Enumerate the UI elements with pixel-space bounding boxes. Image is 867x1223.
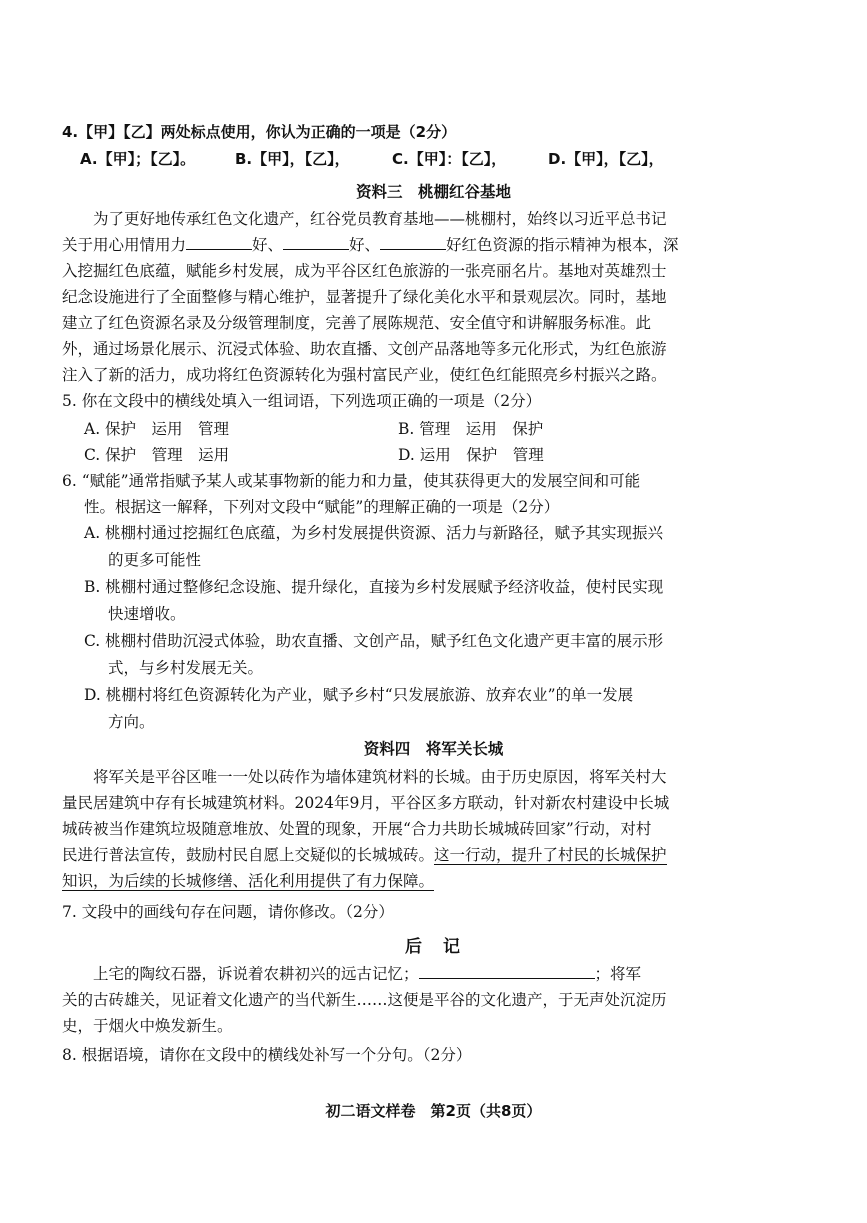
question-5-option-c: C. 保护 管理 运用 <box>84 446 230 464</box>
material-4-line-4 <box>62 842 712 868</box>
question-7-stem: 7. 文段中的画线句存在问题，请你修改。（2分） <box>62 903 394 921</box>
fill-blank-sentence[interactable] <box>419 964 595 979</box>
material-3-line-5: 建立了红色资源名录及分级管理制度，完善了展陈规范、安全值守和讲解服务标准。此 <box>62 314 652 332</box>
material-3-line-2-d: 好红色资源的指示精神为根本，深 <box>446 236 679 254</box>
material-3-line-1: 为了更好地传承红色文化遗产，红谷党员教育基地——桃棚村，始终以习近平总书记 <box>93 210 667 228</box>
underlined-sentence-part-2: 知识，为后续的长城修缮、活化利用提供了有力保障。 <box>62 872 435 890</box>
question-6-option-c-line-2: 式，与乡村发展无关。 <box>108 659 264 677</box>
question-4-option-a: A.【甲】；【乙】。 <box>80 150 196 168</box>
question-6-stem-line-1: 6. “赋能”通常指赋予某人或某事物新的能力和力量，使其获得更大的发展空间和可能 <box>62 472 641 490</box>
material-3-line-4: 纪念设施进行了全面整修与精心维护，显著提升了绿化美化水平和景观层次。同时，基地 <box>62 288 667 306</box>
material-3-paragraph <box>62 206 712 388</box>
question-4-option-b: B.【甲】，【乙】， <box>235 150 350 168</box>
fill-blank-3[interactable] <box>380 235 446 250</box>
material-4-paragraph <box>62 764 712 894</box>
material-3-title: 资料三 桃棚红谷基地 <box>355 183 511 201</box>
afterword-title: 后 记 <box>405 937 462 957</box>
question-6-option-b-line-2: 快速增收。 <box>108 605 186 623</box>
question-5-option-d: D. 运用 保护 管理 <box>398 446 544 464</box>
material-3-line-7: 注入了新的活力，成功将红色资源转化为强村富民产业，使红色红能照亮乡村振兴之路。 <box>62 366 667 384</box>
question-6-option-a-line-1: A. 桃棚村通过挖掘红色底蕴，为乡村发展提供资源、活力与新路径，赋予其实现振兴 <box>84 524 664 542</box>
question-5-option-a: A. 保护 运用 管理 <box>84 420 230 438</box>
afterword-line-3: 史，于烟火中焕发新生。 <box>62 1017 233 1035</box>
question-6-option-c-line-1: C. 桃棚村借助沉浸式体验，助农直播、文创产品，赋予红色文化遗产更丰富的展示形 <box>84 632 664 650</box>
afterword-line-1-b: ；将军 <box>594 965 642 983</box>
material-3-line-3: 入挖掘红色底蕴，赋能乡村发展，成为平谷区红色旅游的一张亮丽名片。基地对英雄烈士 <box>62 262 667 280</box>
afterword-line-1-a: 上宅的陶纹石器，诉说着农耕初兴的远古记忆； <box>93 965 419 983</box>
material-4-title: 资料四 将军关长城 <box>363 740 504 758</box>
afterword-paragraph <box>62 961 712 1039</box>
underlined-sentence-part-1: 这一行动，提升了村民的长城保护 <box>434 846 667 864</box>
material-3-line-2 <box>62 232 712 258</box>
material-4-line-2: 量民居建筑中存有长城建筑材料。2024年9月，平谷区多方联动，针对新农村建设中长城 <box>62 794 670 812</box>
material-4-line-4-a: 民进行普法宣传，鼓励村民自愿上交疑似的长城城砖。 <box>62 846 435 864</box>
question-4-stem: 4.【甲】【乙】两处标点使用，你认为正确的一项是（2分） <box>62 123 457 141</box>
question-6-option-a-line-2: 的更多可能性 <box>108 551 202 569</box>
question-4-option-d: D.【甲】，【乙】， <box>548 150 664 168</box>
question-8-stem: 8. 根据语境，请你在文段中的横线处补写一个分句。（2分） <box>62 1046 472 1064</box>
material-3-line-2-b: 好、 <box>252 236 284 254</box>
question-6-option-b-line-1: B. 桃棚村通过整修纪念设施、提升绿化，直接为乡村发展赋予经济收益，使村民实现 <box>84 578 664 596</box>
question-6-stem-line-2: 性。根据这一解释，下列对文段中“赋能”的理解正确的一项是（2分） <box>84 498 560 516</box>
material-3-line-2-c: 好、 <box>349 236 381 254</box>
question-5-option-b: B. 管理 运用 保护 <box>398 420 544 438</box>
fill-blank-2[interactable] <box>283 235 349 250</box>
fill-blank-1[interactable] <box>186 235 252 250</box>
question-5-stem: 5. 你在文段中的横线处填入一组词语，下列选项正确的一项是（2分） <box>62 392 542 410</box>
material-4-line-5 <box>62 868 712 894</box>
afterword-line-1 <box>62 961 712 987</box>
material-3-line-6: 外，通过场景化展示、沉浸式体验、助农直播、文创产品落地等多元化形式，为红色旅游 <box>62 340 667 358</box>
question-4-option-c: C.【甲】：【乙】， <box>392 150 507 168</box>
question-6-options <box>84 520 663 736</box>
material-3-line-2-a: 关于用心用情用力 <box>62 236 187 254</box>
question-6-option-d-line-1: D. 桃棚村将红色资源转化为产业，赋予乡村“只发展旅游、放弃农业”的单一发展 <box>84 686 634 704</box>
page-footer: 初二语文样卷 第2页（共8页） <box>325 1102 542 1120</box>
question-6-option-d-line-2: 方向。 <box>108 713 155 731</box>
material-4-line-1: 将军关是平谷区唯一一处以砖作为墙体建筑材料的长城。由于历史原因，将军关村大 <box>93 768 667 786</box>
afterword-line-2: 关的古砖雄关，见证着文化遗产的当代新生……这便是平谷的文化遗产，于无声处沉淀历 <box>62 991 667 1009</box>
material-4-line-3: 城砖被当作建筑垃圾随意堆放、处置的现象，开展“合力共助长城城砖回家”行动，对村 <box>62 820 652 838</box>
